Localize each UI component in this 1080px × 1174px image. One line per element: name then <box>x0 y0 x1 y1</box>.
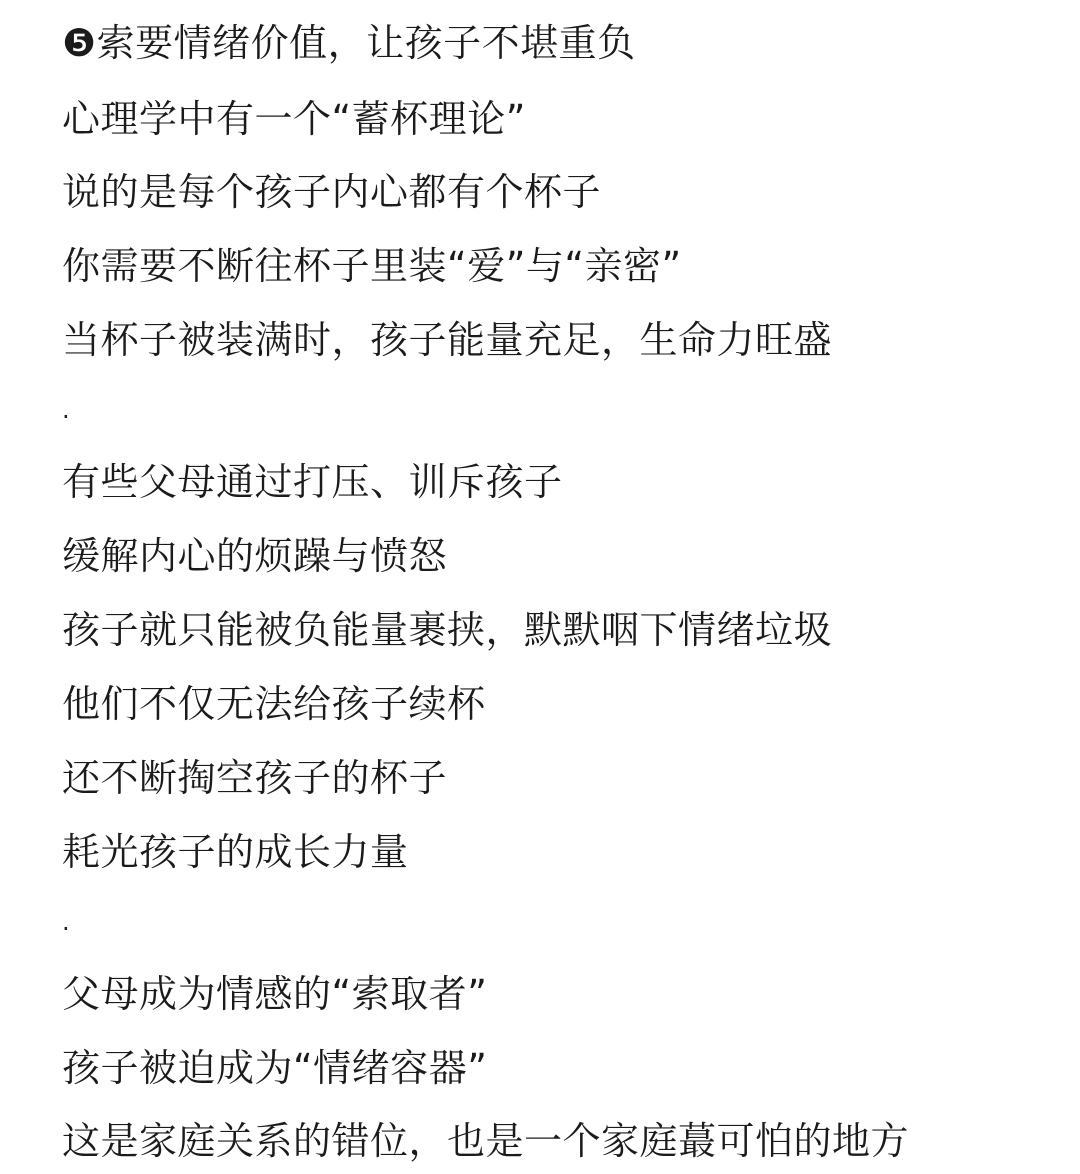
heading-line: ❺索要情绪价值，让孩子不堪重负 <box>62 21 636 65</box>
text-line: 心理学中有一个“蓄杯理论” <box>62 97 526 141</box>
text-line: 孩子就只能被负能量裹挟，默默咽下情绪垃圾 <box>62 608 833 652</box>
text-line: 你需要不断往杯子里装“爱”与“亲密” <box>62 244 682 288</box>
text-line: 还不断掏空孩子的杯子 <box>62 756 448 800</box>
text-line: 耗光孩子的成长力量 <box>62 830 409 874</box>
text-line: 说的是每个孩子内心都有个杯子 <box>62 170 602 214</box>
text-line: 孩子被迫成为“情绪容器” <box>62 1046 488 1090</box>
text-line: 缓解内心的烦躁与愤怒 <box>62 534 448 578</box>
separator-dot: . <box>62 908 71 936</box>
text-line: 有些父母通过打压、训斥孩子 <box>62 460 563 504</box>
text-line: 父母成为情感的“索取者” <box>62 972 488 1016</box>
text-line: 这是家庭关系的错位，也是一个家庭蕞可怕的地方 <box>62 1119 910 1163</box>
separator-dot: . <box>62 396 71 424</box>
text-line: 当杯子被装满时，孩子能量充足，生命力旺盛 <box>62 318 833 362</box>
text-line: 他们不仅无法给孩子续杯 <box>62 682 486 726</box>
